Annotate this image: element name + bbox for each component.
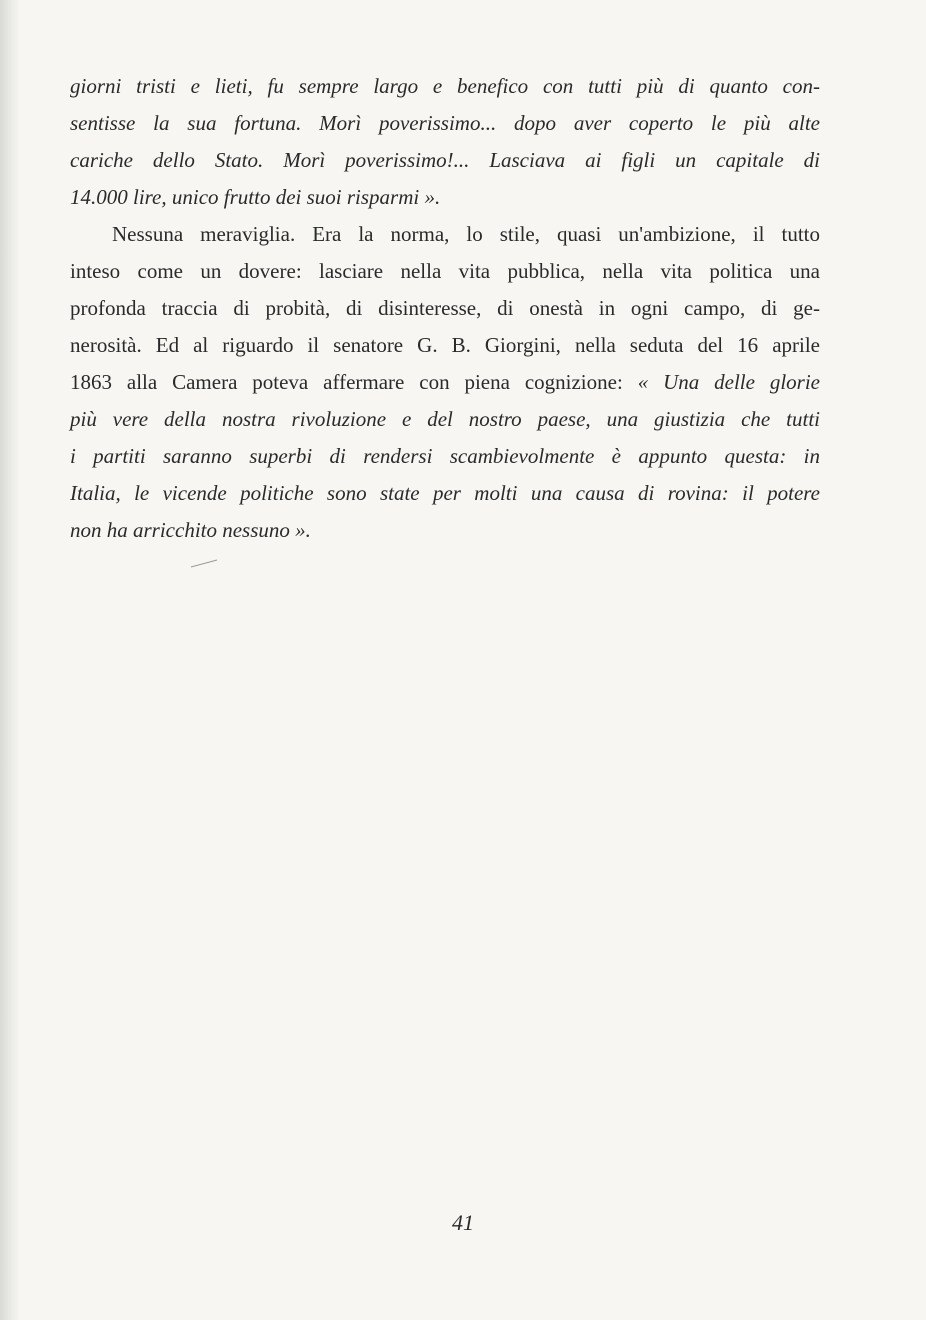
quote-line: giorni tristi e lieti, fu sempre largo e benefico con tutti più di quanto con- xyxy=(70,74,820,98)
paragraph-line: inteso come un dovere: lasciare nella vita pubblica, nella vita politica una xyxy=(70,259,820,283)
quote-line: cariche dello Stato. Morì poverissimo!... Lasciava ai figli un capitale di xyxy=(70,148,820,172)
roman-text: 1863 alla Camera poteva affermare con piena cognizione: xyxy=(70,370,638,394)
quote-line: sentisse la sua fortuna. Morì poverissimo... dopo aver coperto le più alte xyxy=(70,111,820,135)
page-number: 41 xyxy=(452,1210,474,1235)
quote-line: non ha arricchito nessuno ». xyxy=(70,518,311,542)
quote-line: più vere della nostra rivoluzione e del nostro paese, una giustizia che tutti xyxy=(70,407,820,431)
page-body xyxy=(70,68,820,549)
quote-line: Italia, le vicende politiche sono state per molti una causa di rovina: il potere xyxy=(70,481,820,505)
quote-start: « Una delle glorie xyxy=(637,370,820,394)
quote-line: i partiti saranno superbi di rendersi scambievolmente è appunto questa: in xyxy=(70,444,820,468)
quote-line: 14.000 lire, unico frutto dei suoi risparmi ». xyxy=(70,185,441,209)
paragraph-line: profonda traccia di probità, di disinteresse, di onestà in ogni campo, di ge- xyxy=(70,296,820,320)
paragraph-line: Nessuna meraviglia. Era la norma, lo stile, quasi un'ambizione, il tutto xyxy=(112,222,820,246)
binding-shadow xyxy=(0,0,20,1320)
paragraph xyxy=(70,216,820,549)
quote-continuation xyxy=(70,68,820,216)
paragraph-line xyxy=(70,364,820,401)
paragraph-line: nerosità. Ed al riguardo il senatore G. B. Giorgini, nella seduta del 16 aprile xyxy=(70,333,820,357)
pencil-mark xyxy=(190,558,218,568)
